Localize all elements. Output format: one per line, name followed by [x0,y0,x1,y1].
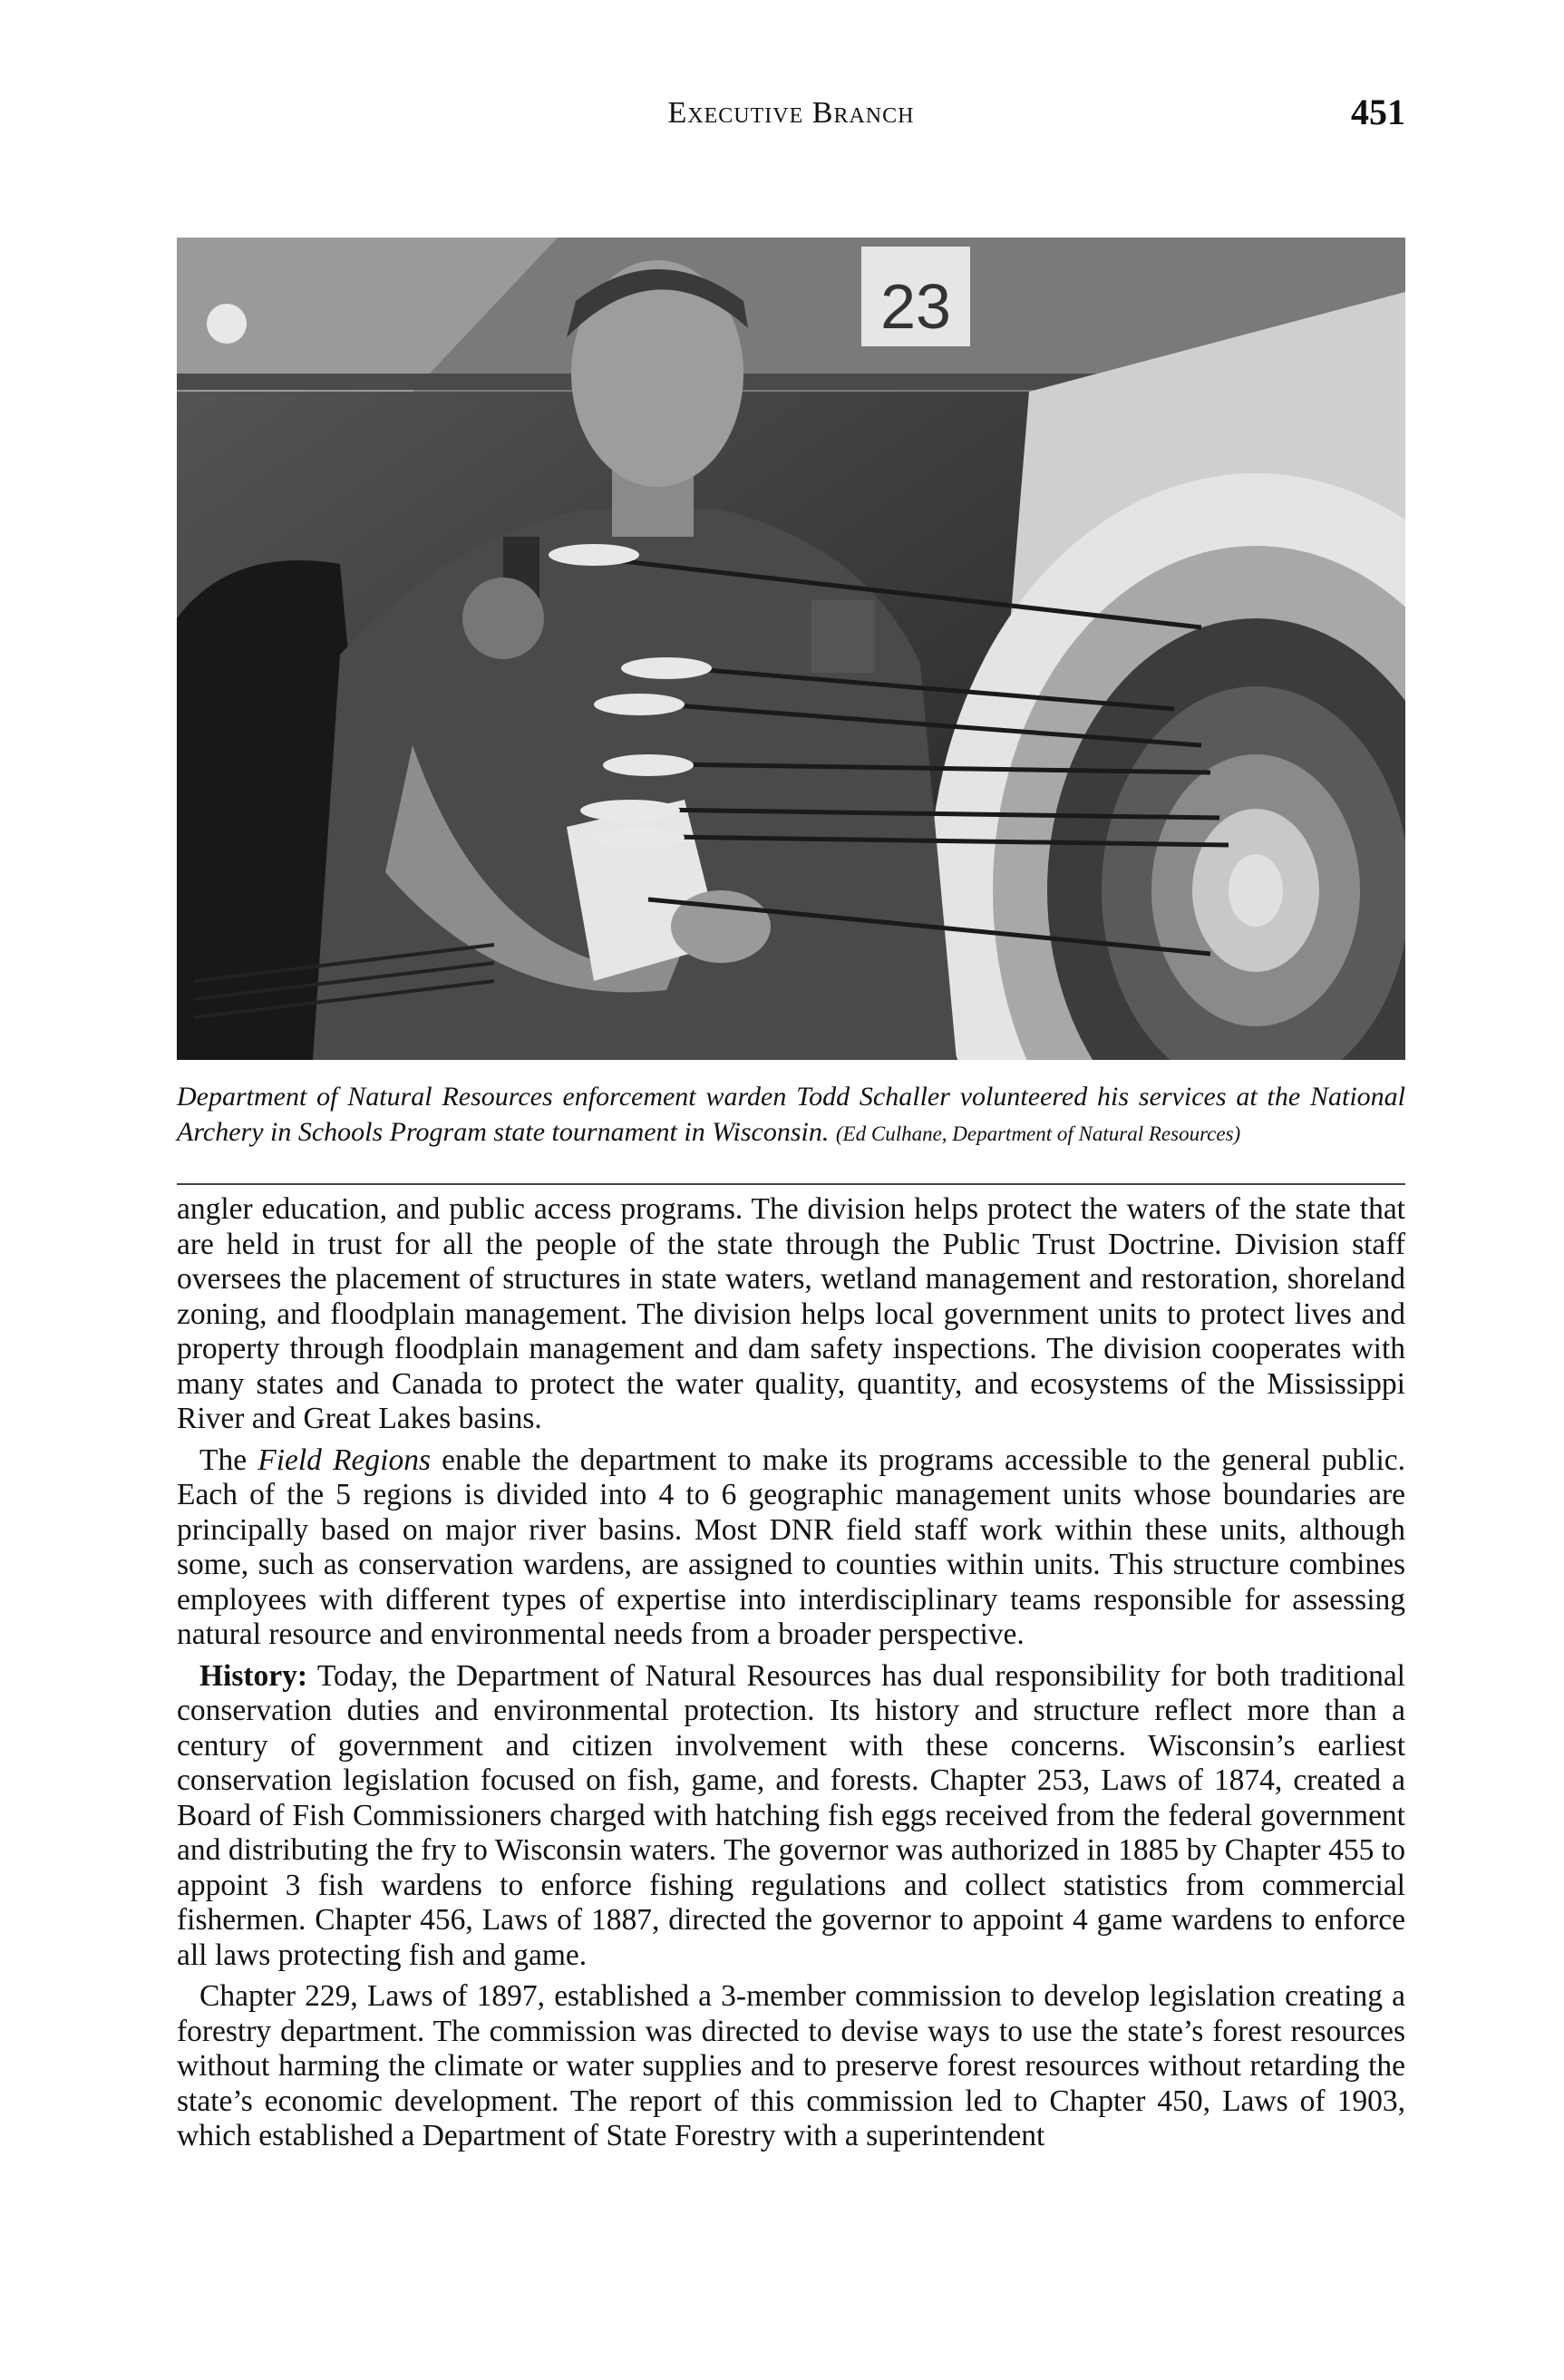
section-title: Executive Branch [667,96,915,130]
shoulder-patch [462,578,544,659]
figure-caption [177,1079,1405,1151]
chest-badge [811,600,875,673]
paragraph-2 [177,1443,1405,1653]
page-number: 451 [1351,92,1405,132]
caption-divider [177,1183,1405,1185]
running-head [177,91,1405,145]
paragraph-2-lead: The [199,1443,258,1477]
lane-number: 23 [880,271,951,342]
paragraph-3-rest: Today, the Department of Natural Resources has dual responsibility for both traditional conservation duties and environmental protection. Its history and structure reflect more than a century of government and citizen involvement with these concerns. Wisconsin’s earliest conservation legislation focused on fish, game, and forests. Chapter 253, Laws of 1874, created a Board of Fish Commissioners charged with hatching fish eggs received from the federal government and distributing the fry to Wisconsin waters. The governor was authorized in 1885 by Chapter 455 to appoint 3 fish wardens to enforce fishing regulations and collect statistics from commercial fishermen. Chapter 456, Laws of 1887, directed the governor to appoint 4 game wardens to enforce all laws protecting fish and game. [177,1658,1405,1972]
field-regions-term: Field Regions [257,1443,432,1477]
ceiling-lamp [207,304,247,344]
caption-text: Department of Natural Resources enforcement warden Todd Schaller volunteered his services at the National Archery in Schools Program state tournament in Wisconsin. [177,1082,1405,1147]
paragraph-3 [177,1659,1405,1974]
paragraph-2-rest: enable the department to make its programs accessible to the general public. Each of the 5 regions is divided into 4 to 6 geographic management units whose boundaries are principally based on major river basins. Most DNR field staff work within these units, although some, such as conservation wardens, are assigned to counties within units. This structure combines employees with different types of expertise into interdisciplinary teams responsible for assessing natural resource and environmental needs from a broader perspective. [177,1443,1406,1651]
photo-credit: (Ed Culhane, Department of Natural Resources) [835,1122,1241,1145]
paragraph-4: Chapter 229, Laws of 1897, established a 3-member commission to develop legislation creating a forestry department. The commission was directed to devise ways to use the state’s forest resources without harming the climate or water supplies and to preserve forest resources without retarding the state’s economic development. The report of this commission led to Chapter 450, Laws of 1903, which established a Department of State Forestry with a superintendent [177,1979,1405,2152]
body-text [177,1192,1405,2161]
archery-warden-photo [177,238,1405,1060]
paragraph-1: angler education, and public access programs. The division helps protect the waters of the state that are held in trust for all the people of the state through the Public Trust Doctrine. Division staff oversees the placement of structures in state waters, wetland management and restoration, shoreland zoning, and floodplain management. The division helps local government units to protect lives and property through floodplain management and dam safety inspections. The division cooperates with many states and Canada to protect the water quality, quantity, and ecosystems of the Mississippi River and Great Lakes basins. [177,1192,1405,1435]
photo-illustration [177,238,1405,1060]
history-heading: History: [199,1658,308,1693]
